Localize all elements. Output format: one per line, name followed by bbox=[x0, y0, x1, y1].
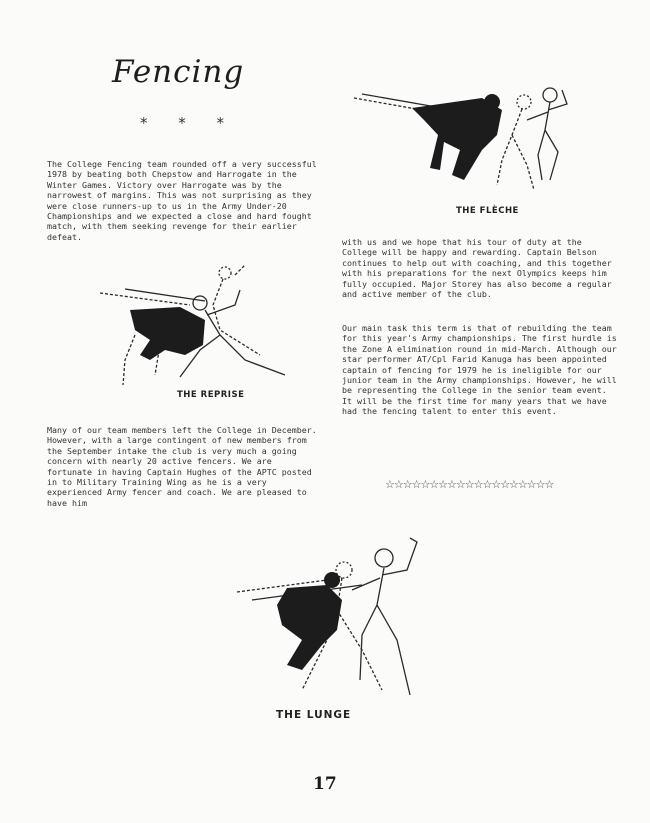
article-paragraph-coaching: with us and we hope that his tour of duty at the College will be happy and rewarding. Captain Belson continues to help out with coaching, and this together with his preparations for the next Olympics keeps him fully occupied. Major Storey has also become a regular and active member of the club. bbox=[342, 237, 612, 300]
title-ornament: * * * bbox=[140, 114, 238, 132]
page-number: 17 bbox=[313, 774, 337, 794]
lunge-caption: THE LUNGE bbox=[276, 709, 352, 721]
article-paragraph-intro: The College Fencing team rounded off a very successful 1978 by beating both Chepstow and Harrogate in the Winter Games. Victory over Harrogate was by the narrowest of margins. This was not surprising as they were close runners-up to us in the Army Under-20 Championships and we expected a close and hard fought match, with them seeking revenge for their earlier defeat. bbox=[47, 159, 317, 242]
fleche-caption: THE FLÈCHE bbox=[456, 206, 519, 216]
article-column-left-top bbox=[47, 159, 325, 242]
fleche-illustration bbox=[352, 80, 577, 205]
article-column-right-bottom bbox=[342, 323, 617, 417]
article-column-right-top bbox=[342, 237, 617, 299]
article-column-left-bottom bbox=[47, 425, 319, 508]
article-paragraph-plans: Our main task this term is that of rebuilding the team for this year's Army championships. The first hurdle is the Zone A elimination round in mid-March. Although our star performer AT/Cpl Farid Kanuga has been appointed captain of fencing for 1979 he is ineligible for our junior team in the Army championships. However, he will be representing the College in the senior team event. It will be the first time for many years that we have had the fencing talent to enter this event. bbox=[342, 323, 617, 417]
reprise-caption: THE REPRISE bbox=[177, 390, 245, 400]
section-divider: ☆☆☆☆☆☆☆☆☆☆☆☆☆☆☆☆☆☆☆ bbox=[385, 478, 554, 491]
page-title: Fencing bbox=[112, 54, 245, 90]
article-paragraph-members: Many of our team members left the College in December. However, with a large contingent of new members from the September intake the club is very much a going concern with nearly 20 active fencers. We are fortunate in having Captain Hughes of the APTC posted in to Military Training Wing as he is a very experienced Army fencer and coach. We are pleased to have him bbox=[47, 425, 317, 508]
lunge-illustration bbox=[232, 530, 437, 705]
reprise-illustration bbox=[95, 265, 295, 390]
